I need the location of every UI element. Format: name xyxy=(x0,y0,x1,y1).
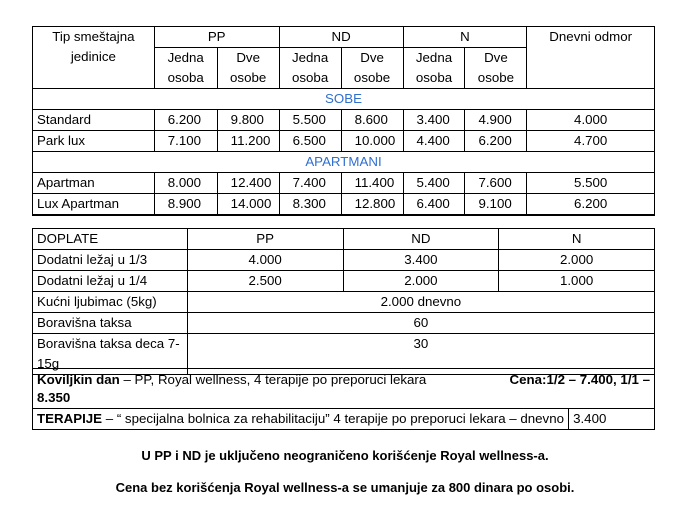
price-cell: 6.200 xyxy=(527,194,655,215)
table-row xyxy=(33,271,655,292)
extras-header-n: N xyxy=(499,229,655,250)
row-name: Park lux xyxy=(33,131,155,152)
extras-table xyxy=(32,228,655,375)
price-table xyxy=(32,26,655,216)
price-cell: 5.500 xyxy=(279,110,341,131)
section-title: SOBE xyxy=(33,89,655,110)
price-cell: 3.400 xyxy=(343,250,499,271)
price-cell: 12.800 xyxy=(341,194,403,215)
price-cell: 5.400 xyxy=(403,173,465,194)
sub-header: Dve osobe xyxy=(341,48,403,89)
price-cell: 11.200 xyxy=(217,131,279,152)
table-row xyxy=(33,194,655,215)
price-cell: 8.600 xyxy=(341,110,403,131)
koviljkin-row xyxy=(33,369,655,409)
price-cell: 2.000 xyxy=(343,271,499,292)
sub-header: Jedna osoba xyxy=(279,48,341,89)
header-nd: ND xyxy=(279,27,403,48)
row-name: Dodatni ležaj u 1/4 xyxy=(33,271,188,292)
price-cell: 6.200 xyxy=(465,131,527,152)
table-row xyxy=(33,250,655,271)
price-cell: 5.500 xyxy=(527,173,655,194)
row-name: Dodatni ležaj u 1/3 xyxy=(33,250,188,271)
header-n: N xyxy=(403,27,527,48)
price-cell: 11.400 xyxy=(341,173,403,194)
empty-row xyxy=(33,215,655,216)
section-title: APARTMANI xyxy=(33,152,655,173)
header-unit-type: Tip smeštajna jedinice xyxy=(33,27,155,89)
price-cell: 7.600 xyxy=(465,173,527,194)
table-row xyxy=(33,110,655,131)
price-cell: 8.300 xyxy=(279,194,341,215)
terapije-row xyxy=(33,409,655,430)
price-cell: 4.700 xyxy=(527,131,655,152)
header-pp: PP xyxy=(154,27,279,48)
price-cell: 8.900 xyxy=(154,194,217,215)
table-row xyxy=(33,313,655,334)
sub-header: Dve osobe xyxy=(217,48,279,89)
koviljkin-label: Koviljkin dan xyxy=(37,372,120,387)
price-cell: 4.000 xyxy=(187,250,343,271)
price-cell: 12.400 xyxy=(217,173,279,194)
price-cell: 14.000 xyxy=(217,194,279,215)
note-wellness-included: U PP i ND je uključeno neograničeno korišćenje Royal wellness-a. xyxy=(141,448,549,463)
extras-header-label: DOPLATE xyxy=(33,229,188,250)
price-cell: 4.000 xyxy=(527,110,655,131)
sub-header: Jedna osoba xyxy=(403,48,465,89)
price-cell: 4.400 xyxy=(403,131,465,152)
offers-table xyxy=(32,368,655,430)
price-cell: 60 xyxy=(187,313,654,334)
sub-header: Dve osobe xyxy=(465,48,527,89)
price-cell: 4.900 xyxy=(465,110,527,131)
table-row xyxy=(33,173,655,194)
price-cell: 7.100 xyxy=(154,131,217,152)
price-cell: 9.800 xyxy=(217,110,279,131)
price-cell: 6.500 xyxy=(279,131,341,152)
price-cell: 1.000 xyxy=(499,271,655,292)
price-cell: 10.000 xyxy=(341,131,403,152)
terapije-price: 3.400 xyxy=(569,409,655,430)
koviljkin-price-cont: 8.350 xyxy=(37,390,71,405)
terapije-label: TERAPIJE xyxy=(37,411,103,426)
terapije-text: – “ specijalna bolnica za rehabilitaciju” 4 terapije po preporuci lekara – dnevno xyxy=(102,411,565,426)
row-name: Lux Apartman xyxy=(33,194,155,215)
row-name: Boravišna taksa xyxy=(33,313,188,334)
price-cell: 6.400 xyxy=(403,194,465,215)
sub-header: Jedna osoba xyxy=(154,48,217,89)
table-row xyxy=(33,131,655,152)
koviljkin-price: Cena:1/2 – 7.400, 1/1 – xyxy=(509,372,650,387)
price-cell: 8.000 xyxy=(154,173,217,194)
row-name: Apartman xyxy=(33,173,155,194)
row-name: Boravišna taksa deca 7-15g xyxy=(33,334,188,375)
price-cell: 2.000 dnevno xyxy=(187,292,654,313)
row-name: Standard xyxy=(33,110,155,131)
price-cell: 6.200 xyxy=(154,110,217,131)
extras-header-pp: PP xyxy=(187,229,343,250)
extras-header-nd: ND xyxy=(343,229,499,250)
table-row xyxy=(33,292,655,313)
price-cell: 7.400 xyxy=(279,173,341,194)
note-wellness-discount: Cena bez korišćenja Royal wellness-a se umanjuje za 800 dinara po osobi. xyxy=(115,480,575,495)
header-day-rest: Dnevni odmor xyxy=(527,27,655,89)
price-cell: 9.100 xyxy=(465,194,527,215)
koviljkin-text: – PP, Royal wellness, 4 terapije po preporuci lekara xyxy=(119,372,427,387)
price-cell: 2.000 xyxy=(499,250,655,271)
row-name: Kućni ljubimac (5kg) xyxy=(33,292,188,313)
price-cell: 2.500 xyxy=(187,271,343,292)
price-cell: 3.400 xyxy=(403,110,465,131)
price-cell: 30 xyxy=(187,334,654,375)
